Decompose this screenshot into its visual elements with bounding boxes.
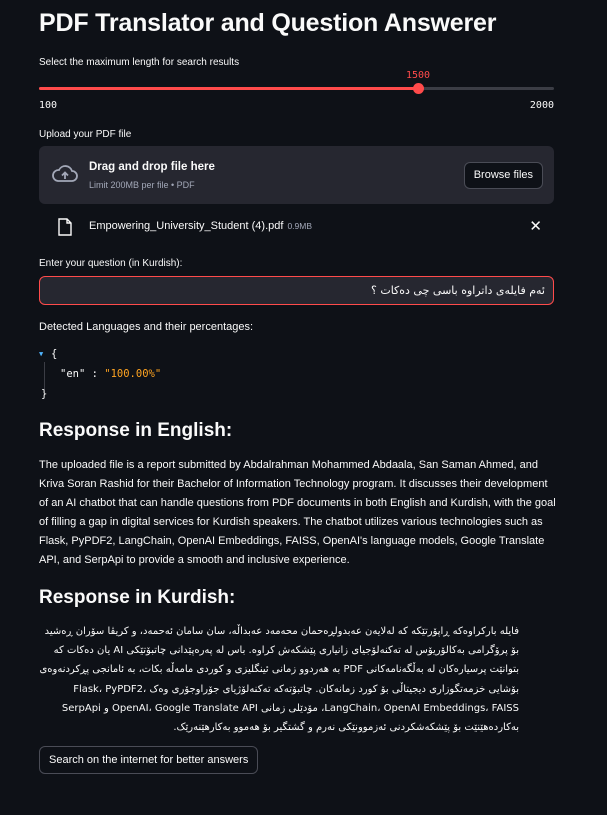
file-name: Empowering_University_Student (4).pdf (89, 220, 284, 232)
response-english-heading: Response in English: (39, 420, 233, 441)
remove-file-close-icon[interactable]: ✕ (529, 218, 542, 235)
cloud-upload-icon (51, 162, 79, 186)
response-kurdish-heading: Response in Kurdish: (39, 587, 236, 608)
uploaded-file-row (39, 214, 554, 240)
detected-label: Detected Languages and their percentages: (39, 321, 254, 333)
response-kurdish-text: فایلە بارکراوەکە ڕاپۆرتێکە کە لەلایەن عەبدولڕەحمان محەمەد عەبداڵە، سان سامان ئەحمەد، و کریڤا سۆران ڕەشید بۆ پرۆگرامی بەکالۆریۆس لە تەکنەلۆجیای زانیاری پێشکەش کراوە. باس لە پەرەپێدانی چاتبۆتێکی AI یان دەکات کە بتوانێت پرسیارەکان لە بەڵگەنامەکانی PDF بە هەردوو زمانی ئینگلیزی و کوردی مامەڵە بکات، بە ئامانجی پڕکردنەوەی بۆشایی خزمەتگوزاری دیجیتاڵی بۆ کورد زمانەکان. چاتبۆتەکە تەکنەلۆژیای جۆراوجۆری وەک Flask، PyPDF2، LangChain، OpenAI Embeddings، FAISS، مۆدێلی زمانی OpenAI، Google Translate API و SerpApi بەکاردەهێنێت بۆ پێشکەشکردنی ئەزموونێکی نەرم و گشتگیر بۆ هەموو بەکارهێنەرێک. (39, 626, 519, 734)
json-brace-open: { (51, 348, 58, 360)
browse-files-button[interactable]: Browse files (464, 162, 543, 189)
drop-limit: Limit 200MB per file • PDF (89, 180, 195, 190)
json-brace-close: } (41, 388, 48, 400)
slider-fill (39, 87, 418, 90)
page-title: PDF Translator and Question Answerer (39, 9, 497, 37)
slider-value-label: 1500 (405, 70, 431, 81)
slider-min-label: 100 (39, 100, 58, 111)
slider-thumb[interactable] (413, 83, 424, 94)
json-value: "100.00%" (104, 368, 162, 380)
json-entry (60, 368, 161, 380)
search-internet-button[interactable]: Search on the internet for better answers (39, 746, 258, 774)
file-dropzone[interactable] (39, 146, 554, 204)
slider-max-label: 2000 (529, 100, 554, 111)
upload-label: Upload your PDF file (39, 129, 132, 140)
question-label: Enter your question (in Kurdish): (39, 258, 183, 269)
file-name-wrap (89, 220, 312, 232)
json-colon: : (85, 368, 105, 380)
max-length-slider[interactable] (39, 87, 554, 90)
json-indent-line (44, 362, 45, 390)
file-size: 0.9MB (287, 221, 313, 231)
json-key: "en" (60, 368, 86, 380)
slider-label: Select the maximum length for search results (39, 57, 240, 68)
collapse-caret-icon[interactable]: ▼ (39, 350, 44, 358)
drop-title: Drag and drop file here (89, 161, 215, 173)
file-icon (57, 218, 73, 236)
response-english-text: The uploaded file is a report submitted by Abdalrahman Mohammed Abdaala, San Saman Ahmed, and Kriva Soran Rashid for their Bachelor of Information Technology program. It discusses their development of an AI chatbot that can handle questions from PDF documents in both English and Kurdish, with the goal of filling a gap in digital services for Kurdish speakers. The chatbot utilizes various technologies such as Flask, PyPDF2, LangChain, OpenAI Embeddings, FAISS, OpenAI's language models, Google Translate API, and SerpApi to provide a smooth and inclusive experience. (39, 459, 556, 566)
question-input[interactable] (39, 276, 554, 305)
